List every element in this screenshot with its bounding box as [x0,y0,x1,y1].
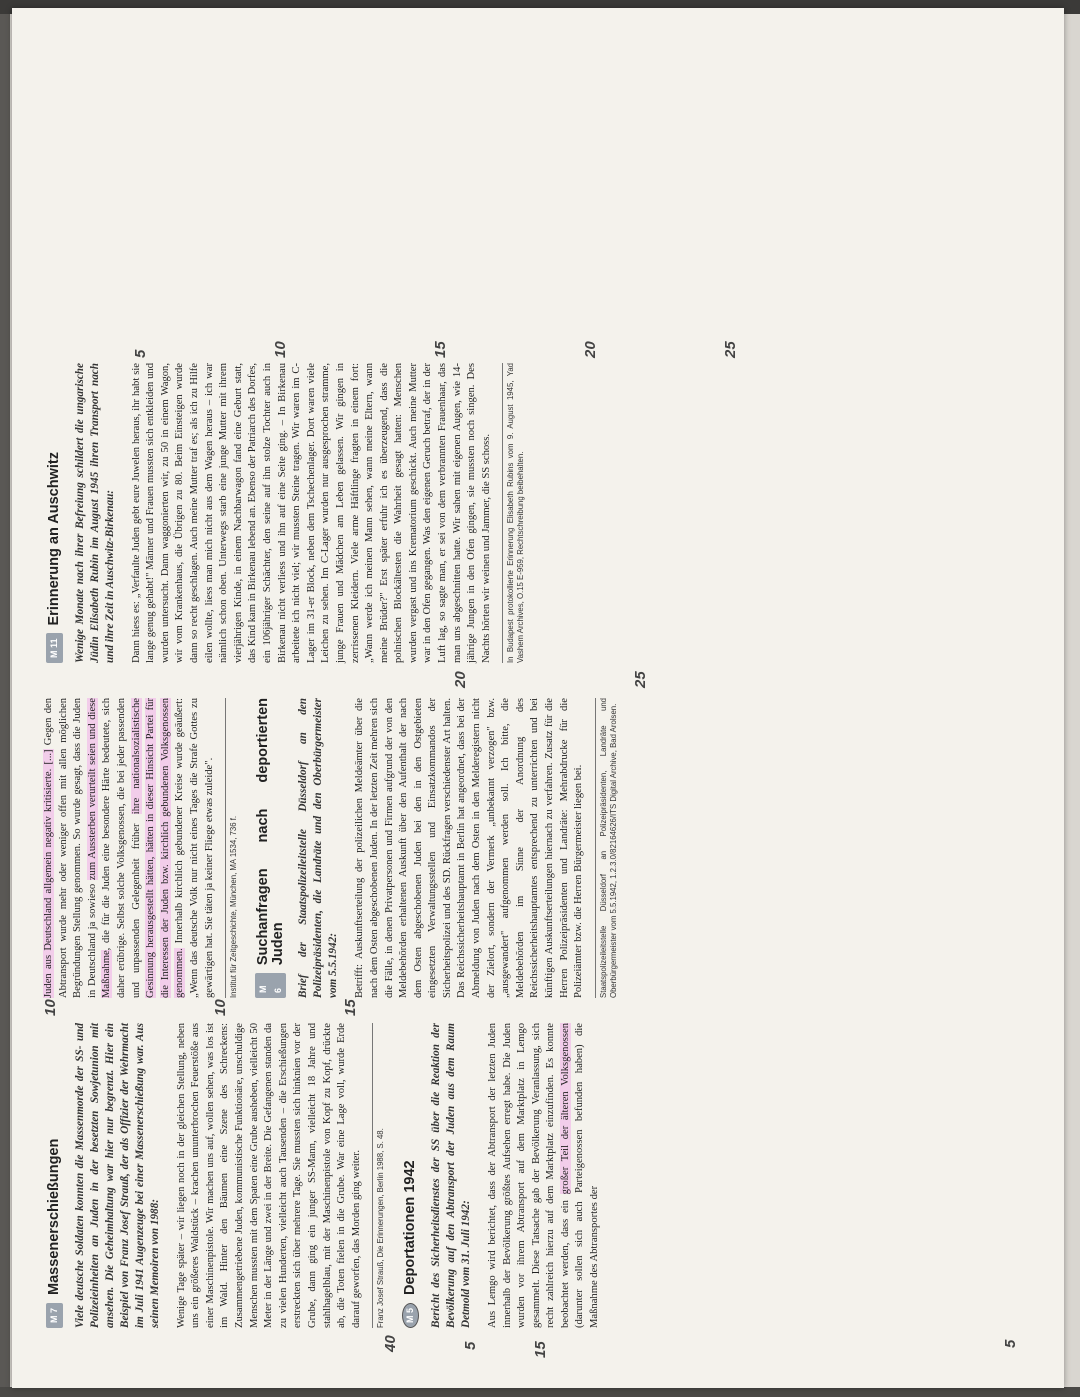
line-number: 10 [42,999,59,1016]
m11-body: Dann hiess es: „Verfaulte Juden gebt eure Juwelen heraus, ihr habt sie lange genug gehabt!" Männer und Frauen mussten sich entkleiden und wurden untersucht. Dann waggonierten wir, zu 50 in einem Wagon, wir vom Krankenhaus, die Übrigen zu 80. Beim Einsteigen wurde dann so recht geschlagen. Auch meine Mutter traf es; als ich zu Hilfe eilen wollte, liess man mich nicht aus dem Wagen heraus – ich war nämlich schon oben. Unterwegs starb eine junge Mutter mit ihrem vierjährigen Kinde, in einem Nachbarwagon fand eine Geburt statt, das Kind kam in Birkenau lebend an. Ebenso der Patriarch des Dorfes, ein 106jähriger Schächter, den seine auf ihn stolze Tochter auch in Birkenau nicht verliess und ihn auf eine Seite ging. – In Birkenau arbeitete ich nicht viel; wir mussten Steine tragen. Wir waren im C-Lager im 31-er Block, neben dem Tschechenlager. Dort waren viele Leichen zu sehen. Im C-Lager wurden nur ausgesprochen stramme, junge Frauen und Mädchen am Leben gelassen. Wir gingen in zerrissenen Kleidern. Viele arme Häftlinge fragten in einem fort: „Wann werde ich meinen Mann sehen, wann meine Eltern, wann meine Brüder?" Erst später erfuhr ich es überzeugend, dass die polnischen Blockältesten die Wahrheit gesagt hatten: Menschen wurden vergast und ins Krematorium geschickt. Auch meine Mutter war in den Ofen gegangen. Was den eigenen Geruch betraf, der in der Luft lag, so sagte man, er sei von dem verbrannten Frauenhaar, das man uns abgeschnitten hatte. Wir sahen mit eigenen Augen, wie 14-jährige Jungen in den Ofen gingen, sie mussten noch singen. Des Nachts hörten wir weinen und Jammer, die SS schoss. [130,363,492,663]
m11-intro: Wenige Monate nach ihrer Befreiung schildert die ungarische Jüdin Elisabeth Rubin im August 1945 ihren Transport nach und ihre Zeit in Auschwitz-Birkenau: [73,363,116,663]
line-number: 5 [462,1341,479,1350]
line-number: 10 [272,341,289,358]
m6-heading [255,698,286,998]
m5-body-a: Aus Lemgo wird berichtet, dass der Abtransport der letzten Juden innerhalb der Bevölkerung größtes Aufsehen erregt habe. Die Juden wurden vor ihrem Abtransport auf dem Marktplatz in Lemgo gesammelt. Diese Tatsache gab der Bevölkerung Veranlassung, sich recht zahlreich hierzu auf dem Marktplatz einzufinden. Es konnte beobachtet werden, dass ein [486,1023,571,1328]
m6-title: Suchanfragen nach deportierten Juden [255,698,286,966]
m5-body-d: , die für die Juden eine besondere Härte bedeutete, sich daher erübrige. Selbst solche Volksgenossen, die bei jeder passenden und unpassenden Gelegenheit früher [101,698,142,998]
line-number: 20 [582,341,599,358]
m7-source: Franz Josef Strauß, Die Erinnerungen, Berlin 1988, S. 48. [372,1023,386,1328]
m6-intro: Brief der Staatspolizeileitstelle Düsseldorf an den Polizeipräsidenten, die Landräte und den Oberbürgermeister vom 5.5.1942: [297,698,340,998]
m5-heading [402,1023,419,1328]
m5-body-b: (darunter sollen sich auch Parteigenossen befunden haben) die Maßnahme des Abtransportes der [574,1023,601,1328]
rotated-page-content [12,8,1064,1388]
m5-highlight-3: zum Aussterben verurteilt seien und diese Maßnahme [86,698,113,998]
m5-body [486,1023,603,1328]
m7-body: Wenige Tage später – wir liegen noch in der gleichen Stellung, neben uns ein größeres Waldstück – krachen ununterbrochen Feuerstöße aus einer Maschinenpistole. Wir machen uns auf, wollen sehen, was los ist im Wald. Hinter den Bäumen eine Szene des Schreckens: Zusammengetriebene Juden, kommunistische Funktionäre, unschuldige Menschen mussten mit dem Spaten eine Grube ausheben, vielleicht 50 Meter in der Länge und zwei in der Breite. Die Gefangenen standen da zu vielen Hunderten, vielleicht auch Tausenden – die Erschießungen erstreckten sich über mehrere Tage. Sie mussten sich hinknien vor der Grube, dann ging ein junger SS-Mann, vielleicht 18 Jahre und stahlhagelblau, mit der Maschinenpistole von Kopf zu Kopf, drückte ab, die Toten fielen in die Grube. War eine Lage voll, wurde Erde darauf geworfen, das Morden ging weiter. [175,1023,362,1328]
m5-body-continued [42,698,217,998]
scan-edge-left [0,0,10,1397]
line-number: 40 [382,1335,399,1352]
textbook-page [12,8,1064,1388]
m5-highlight-1: großer Teil der älteren Volksgenossen [559,1023,571,1195]
column-left [42,1023,603,1328]
line-number: 5 [132,349,149,358]
m5-source: Institut für Zeitgeschichte, München, MA 1534, 736 f. [225,698,239,998]
m6-body: Betrifft: Auskunftserteilung der polizeilichen Meldeämter über die nach dem Osten abgeschobenen Juden. In der letzten Zeit mehren sich die Fälle, in denen Privatpersonen und Firmen aufgrund der von den Meldebehörden erhaltenen Auskunft über den Aufenthalt der nach dem Osten abgeschobenen Juden bei den in den Ostgebieten eingesetzten Verwaltungsstellen und Einsatzkommandos der Sicherheitspolizei und des SD. Rückfragen verschiedenster Art halten. Das Reichssicherheitshauptamt in Berlin hat angeordnet, dass bei der Abmeldung von Juden nach dem Osten in den Melderegistern nicht der Zielort, sondern der Vermerk „unbekannt verzogen" bzw. „ausgewandert" aufgenommen werden soll. Ich bitte, die Meldebehörden im Sinne der Anordnung des Reichssicherheitshauptamtes entsprechend zu unterrichten und bei künftigen Auskunftserteilungen hiernach zu verfahren. Zusatz für die Herren Polizeipräsidenten und Landräte: Mehrabdrucke für die Polizeiämter bzw. die Herren Bürgermeister liegen bei. [354,698,585,998]
m5-body-e: Innerhalb kirchlich gebundener Kreise wurde geäußert: „Wenn das deutsche Volk nur nicht eines Tages die Strafe Gottes zu gewärtigen hat. Sie täten ja keiner Fliege etwas zuleide". [174,698,215,998]
line-number: 10 [212,999,229,1016]
m7-heading [46,1023,63,1328]
m5-body-c: Gegen den Abtransport wurde mehr oder weniger offen mit allen möglichen Begründungen Stellung genommen. So wurde gesagt, dass die Juden in Deutschland ja sowieso [43,698,98,998]
m11-title: Erinnerung an Auschwitz [46,452,62,626]
m7-tag: M 7 [46,1303,63,1328]
line-number: 25 [722,341,739,358]
m6-tag: M 6 [255,973,286,998]
line-number: 20 [452,671,469,688]
m5-title: Deportationen 1942 [402,1160,419,1295]
m5-highlight-2: Juden aus Deutschland allgemein negativ kritisierte. [...] [43,749,54,998]
column-right [42,363,542,663]
column-middle [42,698,635,998]
line-number: 25 [632,671,649,688]
m11-source: In Budapest protokollierte Erinnerung Elisabeth Rubins vom 9. August 1945, Yad Vashem Archives, O.15 E-959, Rechtschreibung beibehalten. [502,363,526,663]
m5-highlight-4: ihre nationalsozialistische Gesinnung herausgestellt hätten, hätten in dieser Hinsicht Partei für die Interessen der Juden bzw. kirchlich gebundenen Volksgenossen genommen. [130,698,186,998]
m5-tag: M 5 [402,1303,419,1328]
m11-tag: M 11 [46,633,63,663]
m7-intro: Viele deutsche Soldaten konnten die Massenmorde der SS- und Polizeieinheiten an Juden in der besetzten Sowjetunion mit ansehen. Die Geheimhaltung war hier nur begrenzt. Hier ein Beispiel von Franz Josef Strauß, der als Offizier der Wehrmacht im Juli 1941 Augenzeuge bei einer Massenerschießung war. Aus seinen Memoiren von 1988: [73,1023,161,1328]
m6-source: Staatspolizeileitstelle Düsseldorf an Polizeipräsidenten, Landräte und Oberbürgermeister vom 5.5.1942, 1.2.3.0/82164626/ITS Digital Archive, Bad Arolsen. [595,698,619,998]
line-number: 5 [1002,1339,1019,1348]
line-number: 15 [532,1341,549,1358]
line-number: 15 [432,341,449,358]
scan-edge-bottom [0,1387,1080,1397]
m5-intro: Bericht des Sicherheitsdienstes der SS über die Reaktion der Bevölkerung auf den Abtransport der Juden aus dem Raum Detmold vom 31. Juli 1942: [429,1023,472,1328]
m11-heading [46,363,63,663]
m7-title: Massenerschießungen [46,1138,62,1295]
line-number: 15 [342,999,359,1016]
